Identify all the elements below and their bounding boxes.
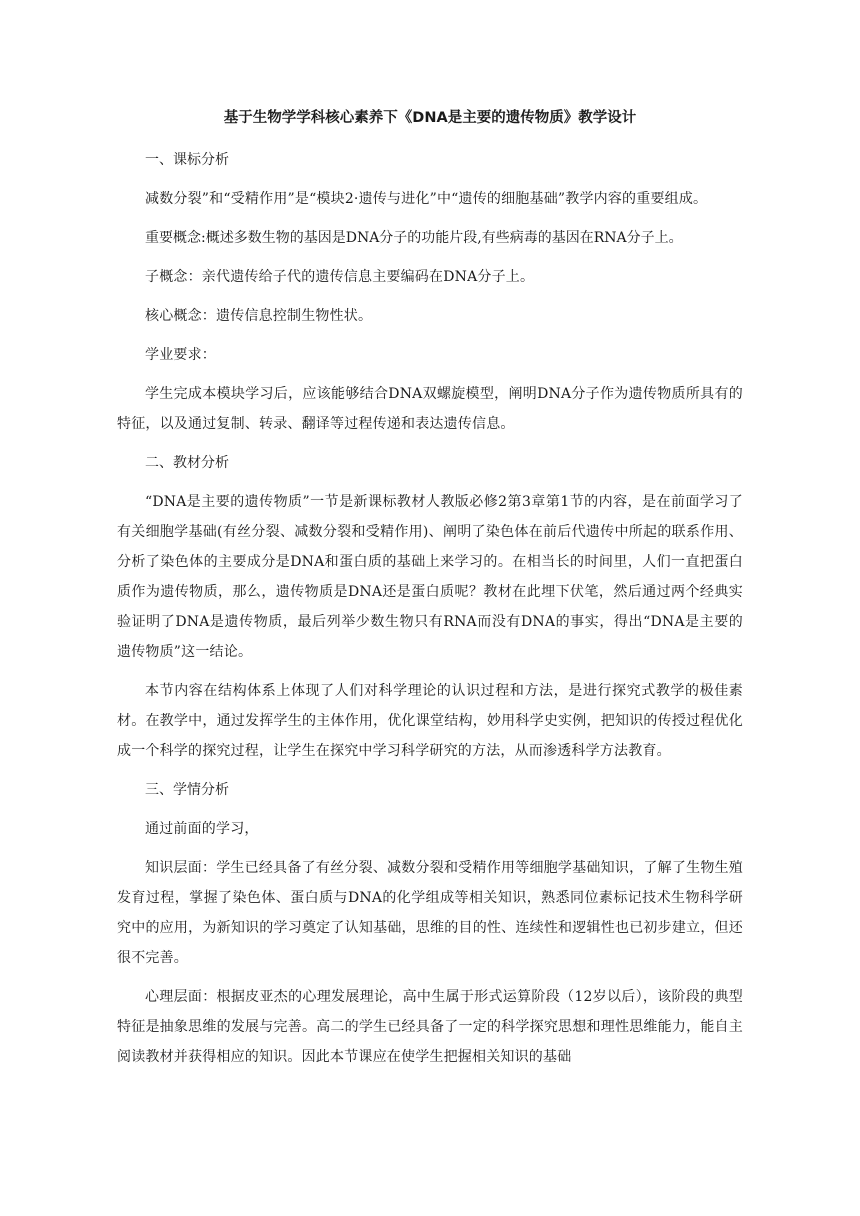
section-textbook-analysis [117,448,743,766]
section-heading: 一、课标分析 [145,152,229,168]
paragraph: 知识层面：学生已经具备了有丝分裂、减数分裂和受精作用等细胞学基础知识，了解了生物生殖发育过程，掌握了染色体、蛋白质与DNA的化学组成等相关知识，熟悉同位素标记技术生物科学研究中的应用，为新知识的学习奠定了认知基础，思维的目的性、连续性和逻辑性也已初步建立，但还很不完善。 [117,860,743,966]
paragraph: 核心概念：遗传信息控制生物性状。 [145,308,373,324]
document-title: 基于生物学学科核心素养下《DNA是主要的遗传物质》教学设计 [223,110,637,126]
paragraph: 学业要求： [145,347,216,363]
document-page [117,108,743,1081]
paragraph: 减数分裂”和“受精作用”是“模块2·遗传与进化”中“遗传的细胞基础”教学内容的重要组成。 [145,191,708,207]
paragraph: 子概念：亲代遗传给子代的遗传信息主要编码在DNA分子上。 [145,269,535,285]
section-heading: 三、学情分析 [145,782,229,798]
paragraph: 本节内容在结构体系上体现了人们对科学理论的认识过程和方法，是进行探究式教学的极佳素材。在教学中，通过发挥学生的主体作用，优化课堂结构，妙用科学史实例，把知识的传授过程优化成一个科学的探究过程，让学生在探究中学习科学研究的方法，从而渗透科学方法教育。 [117,683,743,759]
section-heading: 二、教材分析 [145,455,229,471]
paragraph: 重要概念:概述多数生物的基因是DNA分子的功能片段,有些病毒的基因在RNA分子上。 [145,230,683,246]
section-student-analysis [117,775,743,1072]
paragraph: “DNA是主要的遗传物质”一节是新课标教材人教版必修2第3章第1节的内容，是在前面学习了有关细胞学基础(有丝分裂、减数分裂和受精作用)、阐明了染色体在前后代遗传中所起的联系作用、分析了染色体的主要成分是DNA和蛋白质的基础上来学习的。在相当长的时间里，人们一直把蛋白质作为遗传物质，那么，遗传物质是DNA还是蛋白质呢？教材在此埋下伏笔，然后通过两个经典实验证明了DNA是遗传物质，最后列举少数生物只有RNA而没有DNA的事实，得出“DNA是主要的遗传物质”这一结论。 [117,494,743,660]
paragraph: 心理层面：根据皮亚杰的心理发展理论，高中生属于形式运算阶段（12岁以后），该阶段的典型特征是抽象思维的发展与完善。高二的学生已经具备了一定的科学探究思想和理性思维能力，能自主阅读教材并获得相应的知识。因此本节课应在使学生把握相关知识的基础 [117,989,743,1065]
paragraph: 通过前面的学习， [145,821,259,837]
paragraph: 学生完成本模块学习后，应该能够结合DNA双螺旋模型，阐明DNA分子作为遗传物质所具有的特征，以及通过复制、转录、翻译等过程传递和表达遗传信息。 [117,386,743,432]
section-curriculum-analysis [117,145,743,439]
